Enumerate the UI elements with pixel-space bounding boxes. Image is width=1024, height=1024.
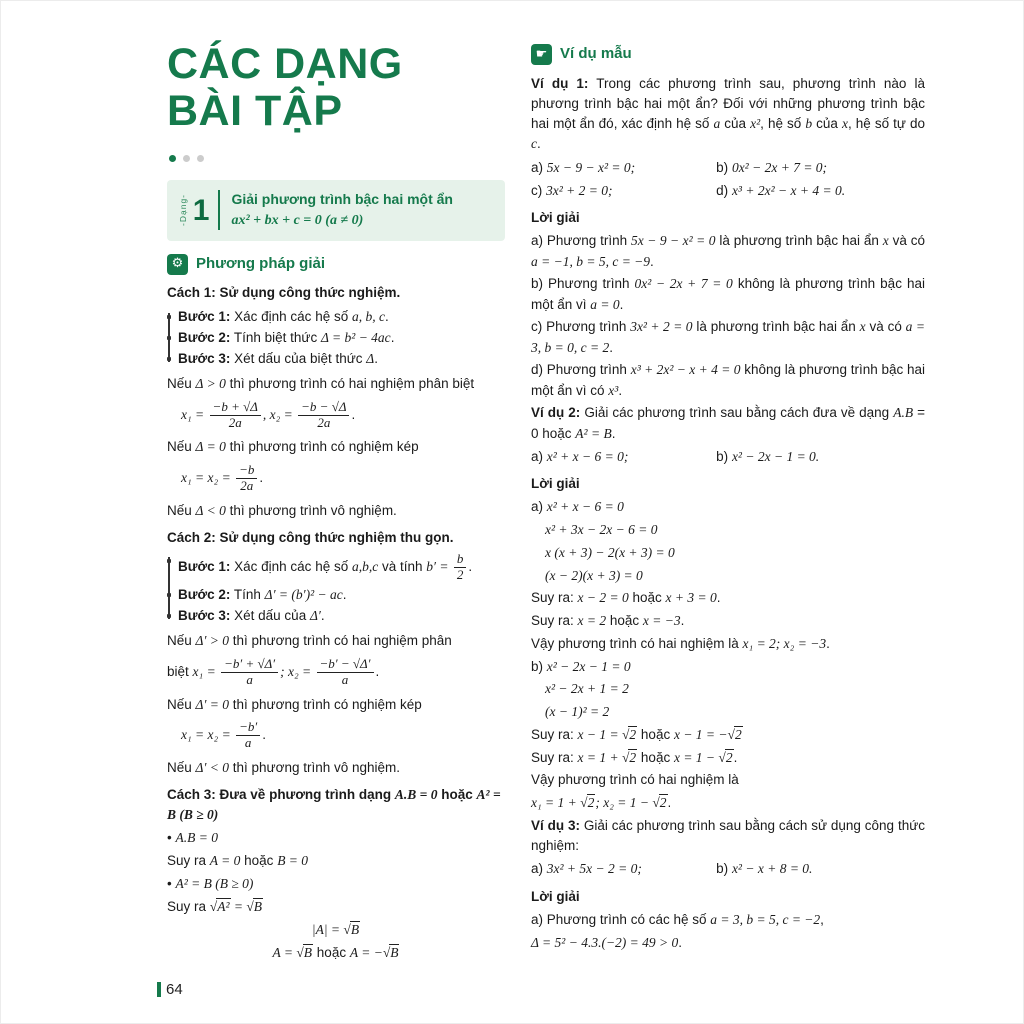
dang-title-line-2: ax² + bx + c = 0 (a ≠ 0): [231, 213, 364, 229]
item-left: a) x² + x − 6 = 0;: [531, 448, 629, 464]
text-line: • A.B = 0: [167, 830, 218, 846]
page-title-line-2: BÀI TẬP: [167, 87, 343, 136]
fraction: $\frac{-b + √\Delta}{2a}$: [210, 400, 261, 431]
text-line: Suy ra A = 0 hoặc B = 0: [167, 853, 309, 869]
text-line: Suy ra √A² = √B: [167, 897, 505, 917]
text-line: c) Phương trình 3x² + 2 = 0 là phương trình bậc hai ẩn x và có a = 3, b = 0, c = 2.: [531, 319, 925, 355]
text-line: Nếu Δ > 0 thì phương trình có hai nghiệm phân biệt: [167, 376, 475, 392]
fraction: $\frac{-b' + √\Delta'}{a}$: [221, 657, 278, 688]
subheading: Lời giải: [531, 888, 580, 904]
fraction: $\frac{-b'}{a}$: [236, 720, 260, 751]
square-root: √2: [622, 749, 637, 765]
subheading: Cách 3: Đưa về phương trình dạng A.B = 0 hoặc A² = B (B ≥ 0): [167, 786, 501, 823]
step-line: Bước 2: Tính biệt thức Δ = b² − 4ac.: [178, 328, 505, 348]
gear-icon: ⚙: [167, 254, 188, 275]
dang-1-box: [167, 180, 505, 241]
fraction: $\frac{b}{2}$: [454, 552, 467, 583]
step-line: Bước 2: Tính Δ′ = (b′)² − ac.: [178, 585, 505, 605]
item-right: b) 0x² − 2x + 7 = 0;: [716, 159, 828, 175]
page-footer: [157, 979, 183, 1002]
subheading: Lời giải: [531, 210, 580, 225]
dang-title: [231, 189, 453, 231]
item-right: b) x² − 2x − 1 = 0.: [716, 448, 820, 464]
fraction: $\frac{-b}{2a}$: [236, 463, 257, 494]
item-left: c) 3x² + 2 = 0;: [531, 182, 613, 198]
text-line: Suy ra: x − 2 = 0 hoặc x + 3 = 0.: [531, 590, 721, 606]
text-line: x² + 3x − 2x − 6 = 0: [545, 522, 658, 537]
text-line: a) x² + x − 6 = 0: [531, 499, 624, 515]
subheading: Lời giải: [531, 476, 580, 491]
square-root: √B: [343, 921, 360, 937]
two-part-line: [531, 859, 925, 879]
square-root: √B: [382, 945, 399, 961]
step-line: Bước 3: Xét dấu của Δ′.: [178, 606, 505, 626]
text-line: (x − 1)² = 2: [545, 704, 610, 719]
dot-active: [169, 155, 176, 162]
text-line: d) Phương trình x³ + 2x² − x + 4 = 0 không là phương trình bậc hai một ẩn vì có x³.: [531, 362, 926, 398]
square-root: √2: [652, 795, 667, 810]
text-line: x₁ = 1 + √2; x₂ = 1 − √2.: [531, 793, 925, 813]
left-column: [167, 41, 505, 966]
title-dots: [169, 148, 505, 168]
text-line: x² − 2x + 1 = 2: [545, 681, 629, 697]
text-line: Vậy phương trình có hai nghiệm là x₁ = 2; x₂ = −3.: [531, 635, 830, 651]
method-content: [167, 283, 505, 963]
pointer-hand-icon: ☛: [531, 44, 552, 65]
square-root: √2: [622, 726, 637, 742]
item-left: a) 5x − 9 − x² = 0;: [531, 159, 636, 175]
page-title: [167, 41, 505, 136]
dang-side-label: -Dạng-: [178, 194, 188, 227]
subheading: Cách 2: Sử dụng công thức nghiệm thu gọn.: [167, 529, 454, 545]
text-line: |A| = √B: [167, 920, 505, 940]
text-line: a) Phương trình có các hệ số a = 3, b = 5, c = −2,: [531, 911, 824, 927]
method-steps: [167, 307, 505, 370]
two-part-line: [531, 181, 925, 201]
text-line: biệt x₁ = $\frac{-b' + √\Delta'}{a}$ ; x₂ = $\frac{-b' - √\Delta'}{a}$ .: [167, 655, 380, 687]
text-line: Nếu Δ′ > 0 thì phương trình có hai nghiệm phân: [167, 633, 452, 649]
text-line: Nếu Δ′ < 0 thì phương trình vô nghiệm.: [167, 759, 401, 775]
dang-divider: [218, 190, 220, 230]
text-line: Nếu Δ = 0 thì phương trình có nghiệm kép: [167, 439, 419, 455]
square-root: √2: [718, 749, 733, 765]
text-line: b) Phương trình 0x² − 2x + 7 = 0 không là phương trình bậc hai một ẩn vì a = 0.: [531, 276, 925, 312]
fraction: $\frac{-b' - √\Delta'}{a}$: [317, 657, 374, 688]
dot: [183, 155, 190, 162]
text-line: Ví dụ 2: Giải các phương trình sau bằng cách đưa về dạng A.B = 0 hoặc A² = B.: [531, 405, 925, 441]
text-line: Ví dụ 3: Giải các phương trình sau bằng cách sử dụng công thức nghiệm:: [531, 817, 925, 853]
examples-section-title: Ví dụ mẫu: [560, 45, 632, 62]
text-line: x₁ = x₂ = $\frac{-b}{2a}$ .: [181, 461, 264, 493]
footer-accent-bar: [157, 982, 161, 997]
text-line: A = √B hoặc A = −√B: [167, 943, 505, 963]
two-part-line: [531, 158, 925, 178]
item-right: b) x² − x + 8 = 0.: [716, 861, 813, 877]
text-line: x (x + 3) − 2(x + 3) = 0: [545, 544, 675, 560]
square-root: √2: [727, 726, 742, 742]
page-number: 64: [166, 980, 183, 998]
text-line: • A² = B (B ≥ 0): [167, 875, 254, 891]
square-root: √B: [296, 945, 313, 961]
method-section-header: [167, 253, 505, 276]
method-section-title: Phương pháp giải: [196, 254, 326, 272]
step-line: Bước 3: Xét dấu của biệt thức Δ.: [178, 349, 505, 369]
text-line: Vậy phương trình có hai nghiệm là: [531, 772, 739, 788]
text-line: Nếu Δ′ = 0 thì phương trình có nghiệm kép: [167, 696, 422, 712]
square-root: √2: [580, 795, 595, 810]
dang-number: 1: [192, 193, 210, 227]
text-line: Δ = 5² − 4.3.(−2) = 49 > 0.: [531, 934, 683, 950]
method-steps: [167, 551, 505, 626]
two-column-layout: [1, 1, 1023, 966]
step-line: Bước 1: Xác định các hệ số a,b,c và tính b′ = $\frac{b}{2}$ .: [178, 551, 505, 584]
examples-section-header: [531, 43, 925, 66]
subheading: Cách 1: Sử dụng công thức nghiệm.: [167, 285, 401, 301]
right-column: [531, 41, 925, 966]
text-line: Suy ra: x = 2 hoặc x = −3.: [531, 613, 685, 628]
dot: [197, 155, 204, 162]
text-line: Suy ra: x − 1 = √2 hoặc x − 1 = −√2: [531, 725, 925, 745]
text-line: x₁ = $\frac{-b + √\Delta}{2a}$ , x₂ = $\frac{-b - √\Delta}{2a}$ .: [181, 398, 356, 430]
examples-content: [531, 74, 925, 953]
square-root: √A²: [209, 898, 230, 914]
two-part-line: [531, 447, 925, 467]
square-root: √B: [246, 898, 263, 914]
text-line: Nếu Δ < 0 thì phương trình vô nghiệm.: [167, 502, 397, 518]
fraction: $\frac{-b - √\Delta}{2a}$: [298, 400, 349, 431]
text-line: a) Phương trình 5x − 9 − x² = 0 là phương trình bậc hai ẩn x và có a = −1, b = 5, c = −9.: [531, 233, 925, 269]
text-line: b) x² − 2x − 1 = 0: [531, 658, 631, 674]
text-line: x₁ = x₂ = $\frac{-b'}{a}$ .: [181, 718, 266, 750]
item-left: a) 3x² + 5x − 2 = 0;: [531, 861, 642, 877]
step-line: Bước 1: Xác định các hệ số a, b, c.: [178, 307, 505, 327]
text-line: Ví dụ 1: Trong các phương trình sau, phương trình nào là phương trình bậc hai một ẩn? Đối với những phương trình bậc hai một ẩn đó, xác định hệ số a của x², hệ số b của x, hệ số tự do c.: [531, 75, 925, 152]
text-line: (x − 2)(x + 3) = 0: [545, 567, 643, 583]
item-right: d) x³ + 2x² − x + 4 = 0.: [716, 182, 846, 198]
text-line: Suy ra: x = 1 + √2 hoặc x = 1 − √2.: [531, 748, 925, 768]
page-title-line-1: CÁC DẠNG: [167, 40, 403, 88]
dang-title-line-1: Giải phương trình bậc hai một ẩn: [231, 191, 453, 208]
